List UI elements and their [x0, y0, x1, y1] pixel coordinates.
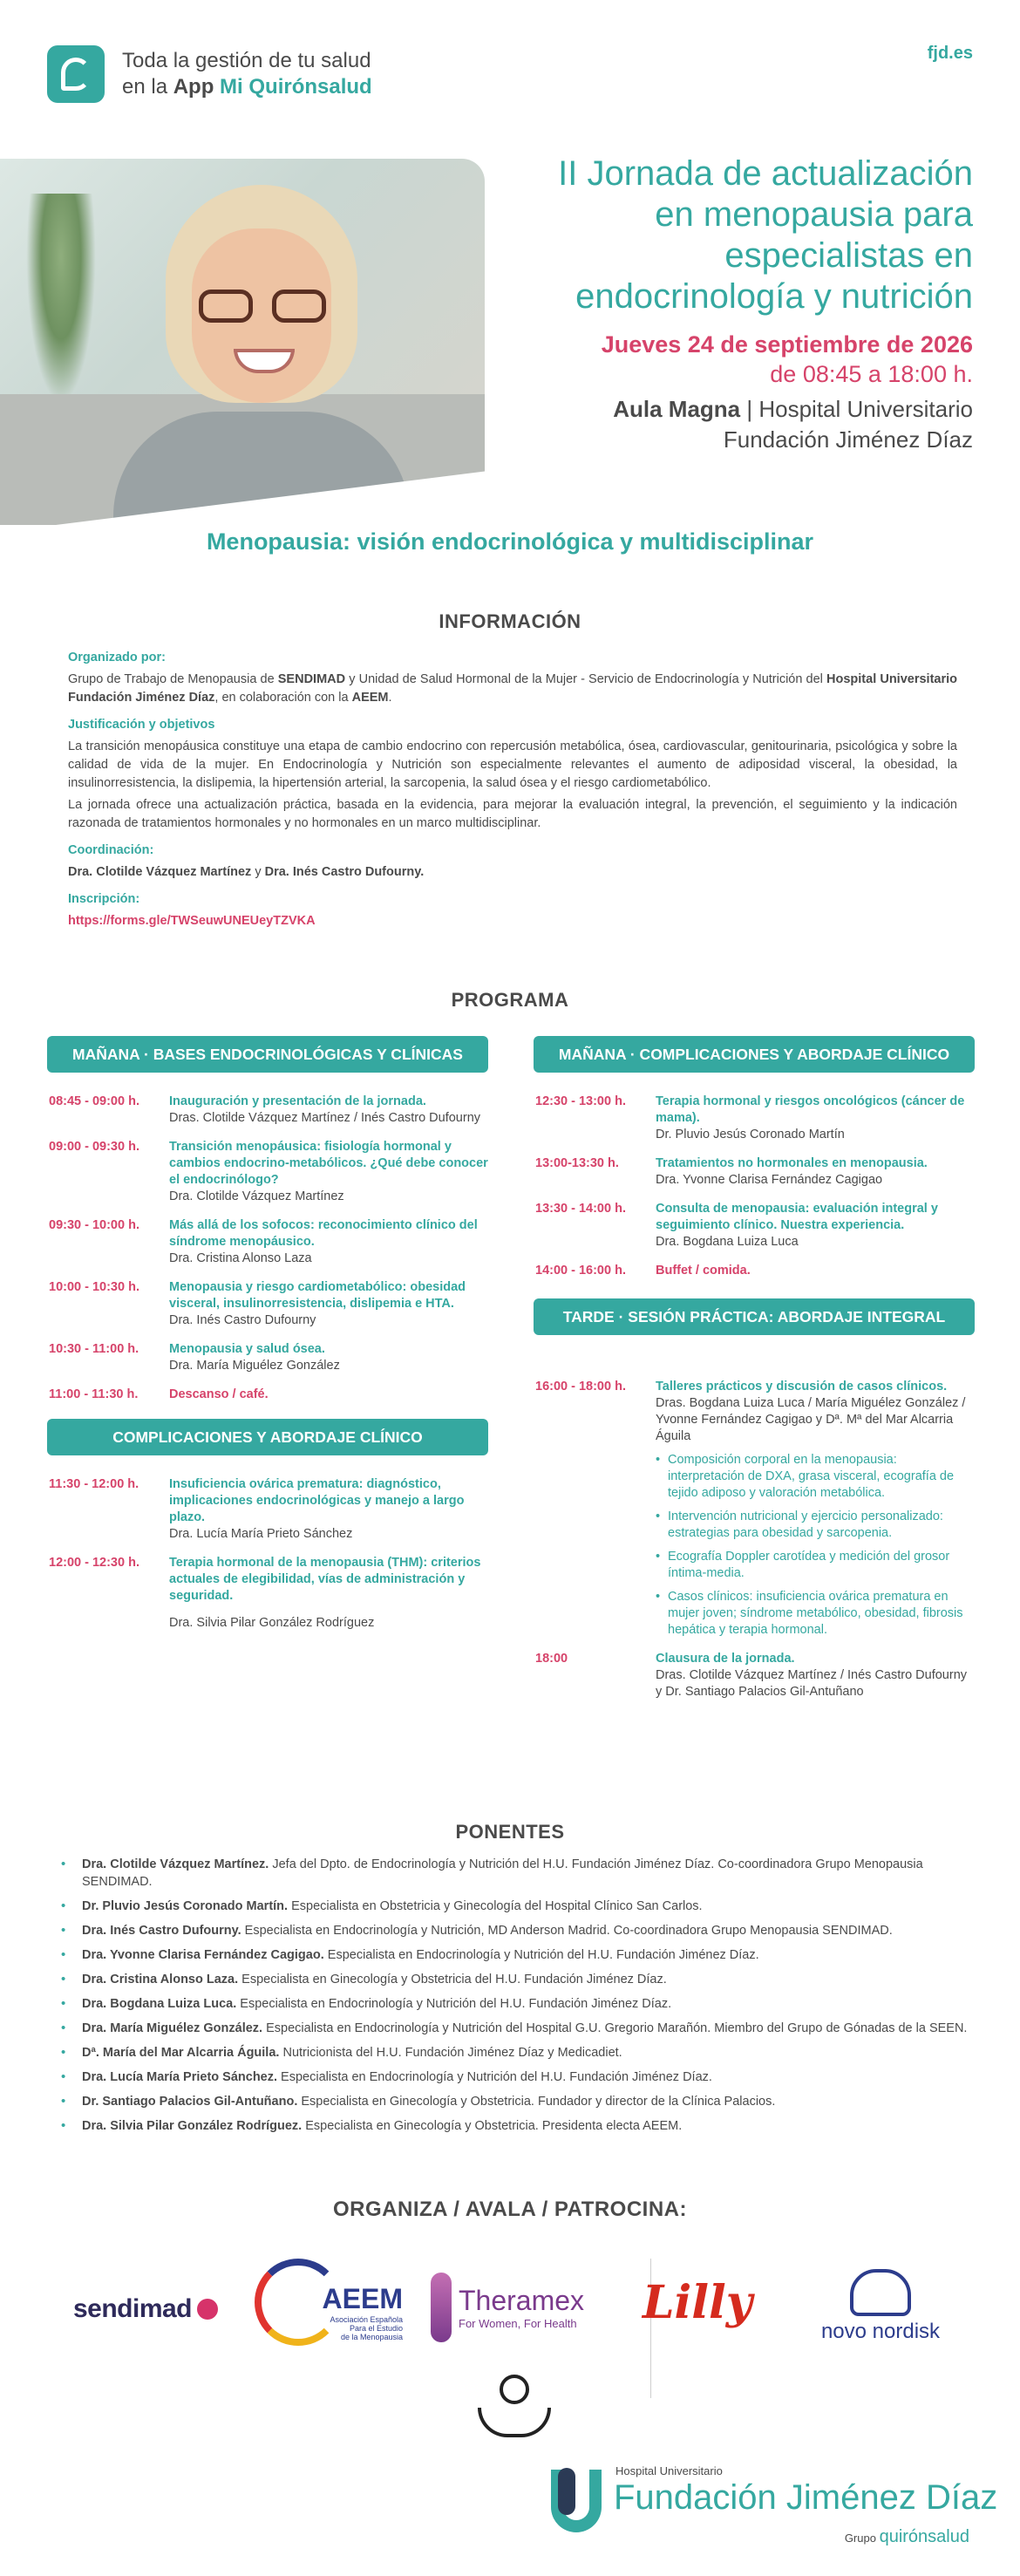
- event-subtitle: Menopausia: visión endocrinológica y multidisciplinar: [206, 528, 814, 555]
- taller-bullet: • Casos clínicos: insuficiencia ovárica prematura en mujer joven; síndrome metabólico, obesidad, fibrosis hepática y terapia hormonal.: [656, 1589, 975, 1639]
- info-heading: INFORMACIÓN: [439, 610, 581, 632]
- program-row: 09:00 - 09:30 h. Transición menopáusica: fisiología hormonal y cambios endocrino-metabólicos. ¿Qué debe conocer el endocrinólogo? Dra. Clotilde Vázquez Martínez: [49, 1140, 488, 1203]
- event-place: Aula Magna | Hospital Universitario Fundación Jiménez Díaz: [613, 396, 973, 453]
- women-clock-hands-icon: [473, 2370, 556, 2442]
- taller-bullet: • Ecografía Doppler carotídea y medición del grosor íntima-media.: [656, 1549, 975, 1582]
- program-row: 12:30 - 13:00 h. Terapia hormonal y riesgos oncológicos (cáncer de mama). Dr. Pluvio Jesús Coronado Martín: [535, 1094, 965, 1141]
- taller-bullet: • Composición corporal en la menopausia: interpretación de DXA, grasa visceral, ecografía de tejido adiposo y valoración metabólica.: [656, 1452, 975, 1502]
- app-banner[interactable]: [47, 45, 372, 103]
- ponente-item: • Dra. Yvonne Clarisa Fernández Cagigao. Especialista en Endocrinología y Nutrición del H.U. Fundación Jiménez Díaz.: [61, 1946, 968, 1964]
- organizado-text: Grupo de Trabajo de Menopausia de SENDIMAD y Unidad de Salud Hormonal de la Mujer - Servicio de Endocrinología y Nutrición del Hospital Universitario Fundación Jiménez Díaz, en colaboración con la AEEM.: [68, 672, 957, 705]
- coordinacion-label: Coordinación:: [68, 843, 154, 857]
- justificacion-label: Justificación y objetivos: [68, 718, 215, 732]
- programa-right-column: [534, 1036, 975, 1700]
- novo-nordisk-logo: novo nordisk: [811, 2259, 950, 2355]
- ponente-item: • Dra. María Miguélez González. Especialista en Endocrinología y Nutrición del Hospital G.U. Gregorio Marañón. Miembro del Grupo de Gónadas de la SEEN.: [61, 2020, 968, 2037]
- event-time: de 08:45 a 18:00 h.: [770, 361, 973, 387]
- ponentes-heading: PONENTES: [455, 1821, 565, 1843]
- section-bar: COMPLICACIONES Y ABORDAJE CLÍNICO: [47, 1419, 488, 1455]
- ponente-item: • Dra. Lucía María Prieto Sánchez. Especialista en Endocrinología y Nutrición del H.U. Fundación Jiménez Díaz.: [61, 2068, 968, 2086]
- ponente-item: • Dª. María del Mar Alcarria Águila. Nutricionista del H.U. Fundación Jiménez Díaz y Medicadiet.: [61, 2044, 968, 2061]
- program-row: 13:30 - 14:00 h. Consulta de menopausia: evaluación integral y seguimiento clínico. Nuestra experiencia. Dra. Bogdana Luiza Luca: [535, 1202, 938, 1249]
- ponente-item: • Dra. Clotilde Vázquez Martínez. Jefa del Dpto. de Endocrinología y Nutrición del H.U. Fundación Jiménez Díaz. Co-coordinadora Grupo Menopausia SENDIMAD.: [61, 1856, 968, 1891]
- program-row: 11:30 - 12:00 h. Insuficiencia ovárica prematura: diagnóstico, implicaciones endocrinológicas y manejo a largo plazo. Dra. Lucía María Prieto Sánchez: [49, 1477, 465, 1541]
- event-date: Jueves 24 de septiembre de 2026: [601, 331, 973, 358]
- ponente-item: • Dra. Bogdana Luiza Luca. Especialista en Endocrinología y Nutrición del H.U. Fundación Jiménez Díaz.: [61, 1995, 968, 2013]
- app-line2: en la App Mi Quirónsalud: [122, 75, 372, 99]
- apis-bull-icon: [850, 2269, 911, 2316]
- ponente-item: • Dra. Silvia Pilar González Rodríguez. Especialista en Ginecología y Obstetricia. Presidenta electa AEEM.: [61, 2117, 968, 2135]
- fjd-logo: Hospital Universitario Fundación Jiménez Díaz Grupo quirónsalud: [551, 2461, 978, 2548]
- ponente-item: • Dra. Cristina Alonso Laza. Especialista en Ginecología y Obstetricia del H.U. Fundación Jiménez Díaz.: [61, 1971, 968, 1988]
- ponente-item: • Dr. Pluvio Jesús Coronado Martín. Especialista en Obstetricia y Ginecología del Hospital Clínico San Carlos.: [61, 1898, 968, 1915]
- program-row: 12:00 - 12:30 h. Terapia hormonal de la menopausia (THM): criterios actuales de elegibilidad, vías de administración y seguridad. Dra. Silvia Pilar González Rodríguez: [49, 1556, 481, 1630]
- sendimad-logo: sendimad: [63, 2292, 228, 2327]
- quironsalud-app-icon: [47, 45, 105, 103]
- section-bar: TARDE · SESIÓN PRÁCTICA: ABORDAJE INTEGRAL: [534, 1298, 975, 1335]
- sponsors-heading: ORGANIZA / AVALA / PATROCINA:: [332, 2198, 688, 2221]
- justificacion-p2: La jornada ofrece una actualización práctica, basada en la evidencia, para mejorar la evaluación integral, la prevención, el seguimiento y la indicación razonada de tratamientos hormonales y no hormonales en un marco multidisciplinar.: [68, 798, 957, 830]
- inscripcion-link[interactable]: https://forms.gle/TWSeuwUNEUeyTZVKA: [68, 914, 316, 928]
- info-section: [68, 649, 957, 930]
- event-title: II Jornada de actualización en menopausia para especialistas en endocrinología y nutrición: [558, 154, 973, 316]
- program-row: 13:00-13:30 h. Tratamientos no hormonales en menopausia. Dra. Yvonne Clarisa Fernández Cagigao: [535, 1156, 928, 1187]
- break-row: 14:00 - 16:00 h. Buffet / comida.: [535, 1264, 751, 1278]
- app-line1: Toda la gestión de tu salud: [122, 49, 371, 72]
- section-bar: MAÑANA · COMPLICACIONES Y ABORDAJE CLÍNICO: [534, 1036, 975, 1073]
- break-row: 11:00 - 11:30 h. Descanso / café.: [49, 1387, 269, 1401]
- hero-photo: [0, 159, 485, 525]
- coordinacion-text: Dra. Clotilde Vázquez Martínez y Dra. Inés Castro Dufourny.: [68, 865, 425, 879]
- ponentes-list: [61, 1856, 968, 2142]
- programa-left-column: [47, 1036, 488, 1632]
- program-row: 10:00 - 10:30 h. Menopausia y riesgo cardiometabólico: obesidad visceral, insulinorresistencia, dislipemia e HTA. Dra. Inés Castro Dufourny: [49, 1280, 466, 1327]
- section-bar: MAÑANA · BASES ENDOCRINOLÓGICAS Y CLÍNICAS: [47, 1036, 488, 1073]
- program-row: 16:00 - 18:00 h. Talleres prácticos y discusión de casos clínicos. Dras. Bogdana Luiza Luca / María Miguélez González / Yvonne Fernández Cagigao y Dª. Mª del Mar Alcarria Águila • Composición corporal en la menopausia: interpretación de DXA, grasa visceral, ecografía de tejido adiposo y valoración metabólica. • Intervención nutricional y ejercicio personalizado: estrategias para obesidad y sarcopenia. • Ecografía Doppler carotídea y medición del grosor íntima-media. • Casos clínicos: insuficiencia ovárica prematura en mujer joven; síndrome metabólico, obesidad, fibrosis hepática y terapia hormonal.: [534, 1379, 975, 1639]
- justificacion-p1: La transición menopáusica constituye una etapa de cambio endocrino con repercusión metabólica, ósea, cardiovascular, genitourinaria, psicológica y sobre la calidad de vida de la mujer. En Endocrinología y Nutrición son especialmente relevantes el aumento de adiposidad visceral, la obesidad, la insulinorresistencia, la dislipemia, la hipertensión arterial, la sarcopenia, la salud ósea y el riesgo cardiometabólico.: [68, 739, 957, 790]
- program-row: 18:00 Clausura de la jornada. Dras. Clotilde Vázquez Martínez / Inés Castro Dufourny y Dr. Santiago Palacios Gil-Antuñano: [535, 1652, 968, 1699]
- organizado-label: Organizado por:: [68, 651, 166, 664]
- ponente-item: • Dr. Santiago Palacios Gil-Antuñano. Especialista en Ginecología y Obstetricia. Fundador y director de la Clínica Palacios.: [61, 2093, 968, 2110]
- program-row: 10:30 - 11:00 h. Menopausia y salud ósea. Dra. María Miguélez González: [49, 1342, 340, 1373]
- program-row: 08:45 - 09:00 h. Inauguración y presentación de la jornada. Dras. Clotilde Vázquez Martínez / Inés Castro Dufourny: [49, 1094, 481, 1125]
- site-link[interactable]: fjd.es: [927, 44, 973, 63]
- taller-bullet: • Intervención nutricional y ejercicio personalizado: estrategias para obesidad y sarcopenia.: [656, 1509, 975, 1542]
- program-row: 09:30 - 10:00 h. Más allá de los sofocos: reconocimiento clínico del síndrome menopáusico. Dra. Cristina Alonso Laza: [49, 1218, 478, 1265]
- theramex-logo: Theramex For Women, For Health: [427, 2273, 602, 2342]
- app-banner-text: [122, 48, 372, 100]
- ponente-item: • Dra. Inés Castro Dufourny. Especialista en Endocrinología y Nutrición, MD Anderson Madrid. Co-coordinadora Grupo Menopausia SENDIMAD.: [61, 1922, 968, 1939]
- aeem-logo: AEEM Asociación Española Para el Estudio de la Menopausia: [255, 2259, 403, 2355]
- inscripcion-label: Inscripción:: [68, 892, 140, 906]
- lilly-logo: Lilly: [642, 2275, 753, 2329]
- programa-heading: PROGRAMA: [451, 989, 569, 1011]
